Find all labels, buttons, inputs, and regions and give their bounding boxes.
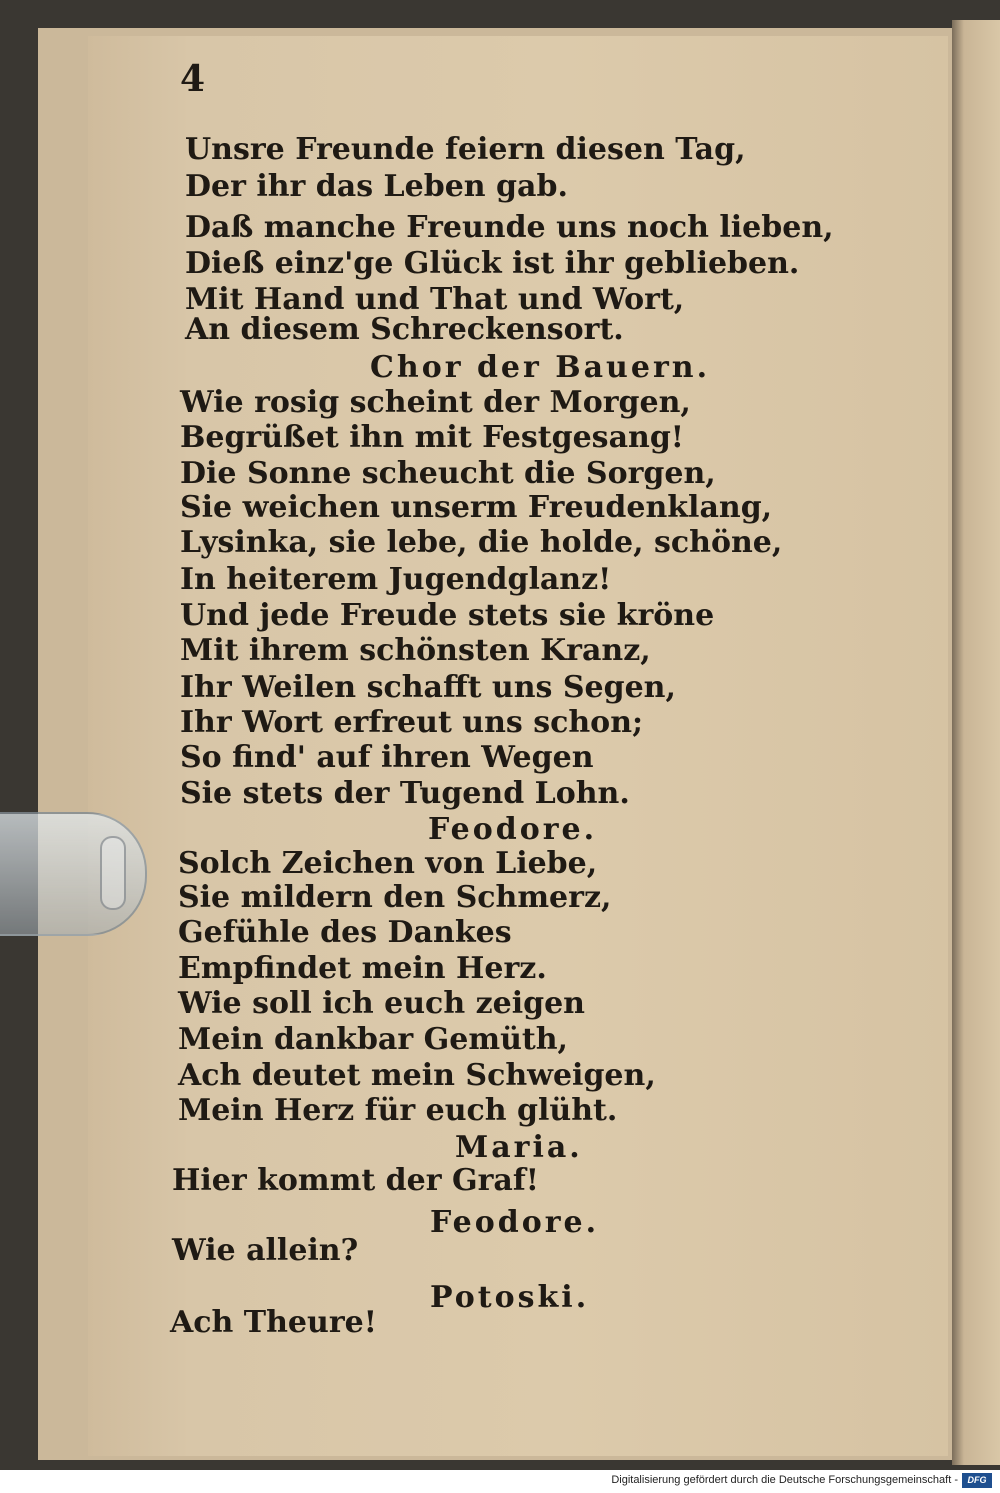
- verse-line: Lysinka, sie lebe, die holde, schöne,: [180, 525, 783, 560]
- verse-line: Der ihr das Leben gab.: [185, 169, 568, 204]
- verse-line: Mit Hand und That und Wort,: [185, 282, 685, 317]
- footer-credit: Digitalisierung gefördert durch die Deutsche Forschungsgemeinschaft -: [611, 1474, 958, 1486]
- speaker-heading: Chor der Bauern.: [370, 350, 711, 385]
- verse-line: Ihr Weilen schafft uns Segen,: [180, 670, 676, 705]
- verse-line: Ach deutet mein Schweigen,: [178, 1058, 656, 1093]
- digitization-footer: [0, 1470, 1000, 1493]
- speaker-heading: Maria.: [455, 1130, 583, 1165]
- verse-line: Wie soll ich euch zeigen: [178, 986, 585, 1021]
- page-number: 4: [180, 58, 206, 100]
- verse-line: Begrüßet ihn mit Festgesang!: [180, 420, 684, 455]
- verse-line: Unsre Freunde feiern diesen Tag,: [185, 132, 746, 167]
- verse-line: In heiterem Jugendglanz!: [180, 562, 612, 597]
- verse-line: So find' auf ihren Wegen: [180, 740, 594, 775]
- verse-line: Sie mildern den Schmerz,: [178, 880, 612, 915]
- verse-line: Ach Theure!: [170, 1305, 377, 1340]
- verse-line: An diesem Schreckensort.: [185, 312, 624, 347]
- verse-line: Hier kommt der Graf!: [172, 1163, 539, 1198]
- speaker-heading: Feodore.: [428, 812, 598, 847]
- verse-line: Mein Herz für euch glüht.: [178, 1093, 618, 1128]
- verse-line: Dieß einz'ge Glück ist ihr geblieben.: [185, 246, 800, 281]
- verse-line: Sie weichen unserm Freudenklang,: [180, 490, 773, 525]
- verse-line: Gefühle des Dankes: [178, 915, 512, 950]
- verse-line: Mein dankbar Gemüth,: [178, 1022, 568, 1057]
- speaker-heading: Feodore.: [430, 1205, 600, 1240]
- speaker-heading: Potoski.: [430, 1280, 590, 1315]
- verse-line: Solch Zeichen von Liebe,: [178, 846, 598, 881]
- verse-line: Die Sonne scheucht die Sorgen,: [180, 456, 716, 491]
- verse-line: Daß manche Freunde uns noch lieben,: [185, 210, 834, 245]
- verse-line: Empfindet mein Herz.: [178, 951, 547, 986]
- dfg-logo: DFG: [962, 1473, 992, 1488]
- verse-line: Ihr Wort erfreut uns schon;: [180, 705, 644, 740]
- verse-line: Sie stets der Tugend Lohn.: [180, 776, 630, 811]
- page-clip-slot: [100, 836, 126, 910]
- verse-line: Mit ihrem schönsten Kranz,: [180, 633, 651, 668]
- verse-line: Wie allein?: [172, 1233, 359, 1268]
- verse-line: Und jede Freude stets sie kröne: [180, 598, 715, 633]
- verse-line: Wie rosig scheint der Morgen,: [180, 385, 691, 420]
